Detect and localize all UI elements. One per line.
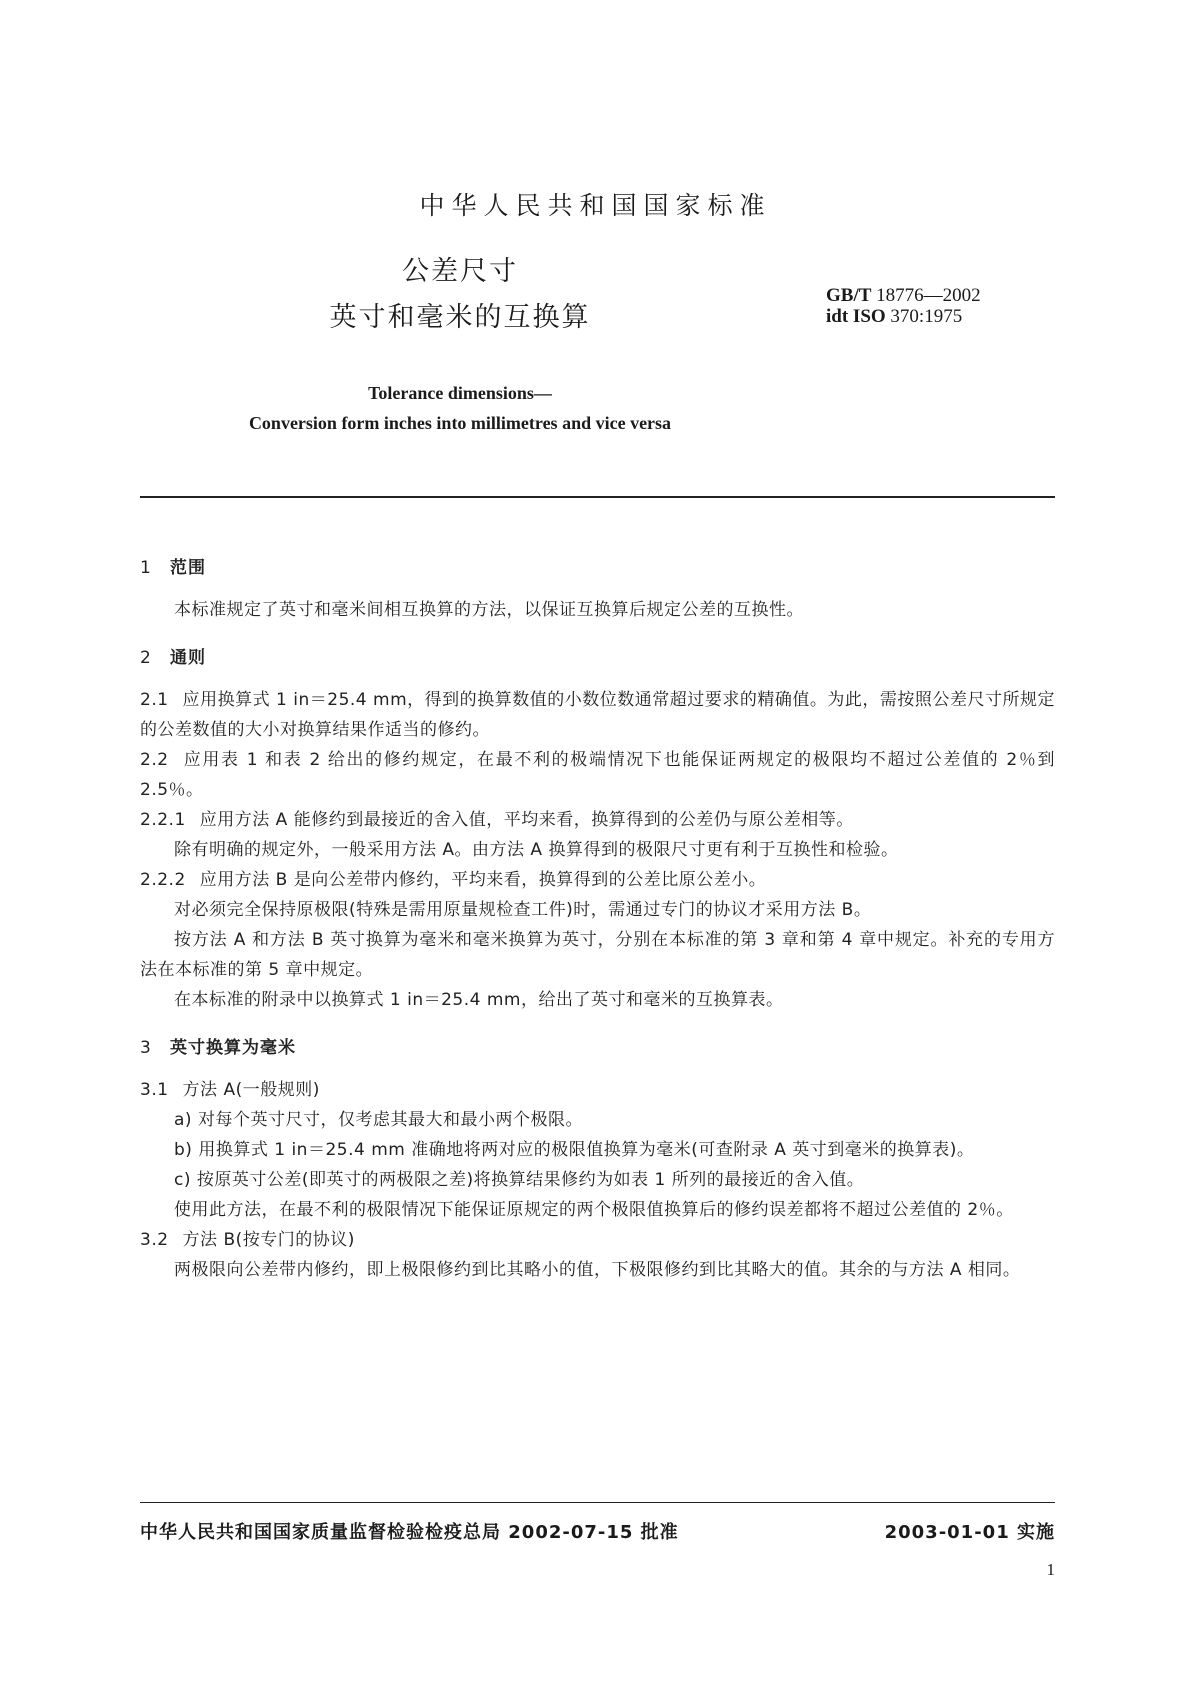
standard-code-prefix: GB/T (826, 285, 872, 306)
clause-2-2 (140, 745, 1055, 805)
clause-2-1 (140, 685, 1055, 745)
clause-2-2-2-paragraph-1: 对必须完全保持原极限(特殊是需用原量规检查工件)时，需通过专门的协议才采用方法 B。 (174, 900, 872, 920)
clause-3-2 (140, 1225, 1055, 1255)
idt-reference (826, 304, 962, 330)
title-en-line2: Conversion form inches into millimetres and vice versa (248, 413, 672, 433)
standard-code-number: 18776—2002 (876, 285, 981, 306)
section-num: 3 (140, 1038, 152, 1058)
clause-3-2-paragraph: 两极限向公差带内修约，即上极限修约到比其略小的值，下极限修约到比其略大的值。其余的与方法 A 相同。 (174, 1260, 1021, 1280)
title-cn-line2: 英寸和毫米的互换算 (329, 302, 591, 333)
clause-3-1-paragraph: 使用此方法，在最不利的极限情况下能保证原规定的两个极限值换算后的修约误差都将不超过公差值的 2％。 (174, 1200, 1014, 1220)
idt-prefix: idt ISO (826, 306, 886, 327)
clause-text: 方法 A(一般规则) (182, 1080, 320, 1100)
section-title: 英寸换算为毫米 (170, 1038, 296, 1058)
clause-2-2-2-paragraph-3: 在本标准的附录中以换算式 1 in＝25.4 mm，给出了英寸和毫米的互换算表。 (174, 990, 784, 1010)
clause-number: 2.2.2 (140, 870, 186, 890)
header-divider (140, 496, 1055, 498)
document-body (140, 545, 1055, 1285)
clause-text: 应用方法 B 是向公差带内修约，平均来看，换算得到的公差比原公差小。 (199, 870, 767, 890)
clause-number: 2.2 (140, 750, 169, 770)
section-2-heading (140, 643, 1055, 673)
section-1-paragraph: 本标准规定了英寸和毫米间相互换算的方法，以保证互换算后规定公差的互换性。 (174, 600, 804, 620)
section-title: 范围 (170, 558, 206, 578)
title-cn-line1: 公差尺寸 (402, 256, 518, 287)
clause-number: 2.2.1 (140, 810, 186, 830)
clause-number: 3.2 (140, 1230, 169, 1250)
footer-issuer: 中华人民共和国国家质量监督检验检疫总局 2002-07-15 批准 (140, 1522, 679, 1543)
clause-2-2-2 (140, 865, 1055, 895)
clause-3-1-item-c: c) 按原英寸公差(即英寸的两极限之差)将换算结果修约为如表 1 所列的最接近的舍入值。 (174, 1170, 865, 1190)
section-title: 通则 (170, 648, 206, 668)
clause-3-1 (140, 1075, 1055, 1105)
section-num: 2 (140, 648, 152, 668)
section-num: 1 (140, 558, 152, 578)
clause-2-2-1-paragraph: 除有明确的规定外，一般采用方法 A。由方法 A 换算得到的极限尺寸更有利于互换性和检验。 (174, 840, 899, 860)
clause-3-1-item-b: b) 用换算式 1 in＝25.4 mm 准确地将两对应的极限值换算为毫米(可查附录 A 英寸到毫米的换算表)。 (174, 1140, 975, 1160)
clause-2-2-2-paragraph-2: 按方法 A 和方法 B 英寸换算为毫米和毫米换算为英寸，分别在本标准的第 3 章和第 4 章中规定。补充的专用方法在本标准的第 5 章中规定。 (140, 930, 1055, 980)
footer-effective-date: 2003-01-01 实施 (884, 1522, 1055, 1543)
idt-number: 370:1975 (890, 306, 963, 327)
clause-number: 2.1 (140, 690, 169, 710)
clause-text: 方法 B(按专门的协议) (182, 1230, 355, 1250)
clause-text: 应用方法 A 能修约到最接近的舍入值，平均来看，换算得到的公差仍与原公差相等。 (199, 810, 854, 830)
national-standard-heading: 中华人民共和国国家标准 (419, 191, 772, 220)
title-en-line1: Tolerance dimensions— (368, 383, 552, 403)
section-3-heading (140, 1033, 1055, 1063)
clause-number: 3.1 (140, 1080, 169, 1100)
clause-text: 应用换算式 1 in＝25.4 mm，得到的换算数值的小数位数通常超过要求的精确值。为此，需按照公差尺寸所规定的公差数值的大小对换算结果作适当的修约。 (140, 690, 1055, 740)
clause-2-2-1 (140, 805, 1055, 835)
clause-3-1-item-a: a) 对每个英寸尺寸，仅考虑其最大和最小两个极限。 (174, 1110, 583, 1130)
section-1-heading (140, 553, 1055, 583)
clause-text: 应用表 1 和表 2 给出的修约规定，在最不利的极端情况下也能保证两规定的极限均不超过公差值的 2％到 2.5％。 (140, 750, 1055, 800)
footer-divider (140, 1502, 1055, 1503)
page-number: 1 (1046, 1560, 1055, 1579)
